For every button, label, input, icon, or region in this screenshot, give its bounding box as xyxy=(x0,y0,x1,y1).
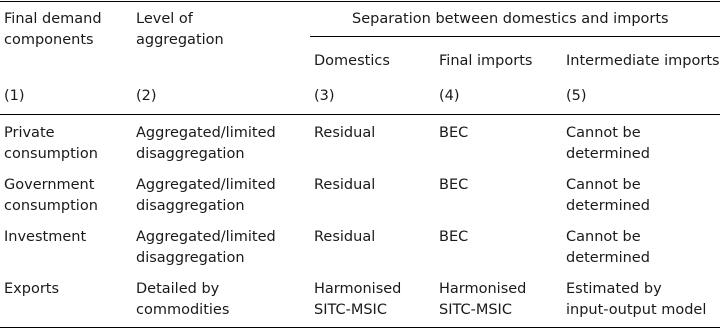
header-domestics: Domestics xyxy=(314,53,390,69)
row-government-component-line1: Government xyxy=(4,177,95,193)
row-private-component-line2: consumption xyxy=(4,146,98,162)
row-government-aggregation-line1: Aggregated/limited xyxy=(136,177,276,193)
col-number-5: (5) xyxy=(566,88,587,104)
row-government-aggregation-line2: disaggregation xyxy=(136,198,245,214)
row-exports-intermediate-line2: input-output model xyxy=(566,302,707,318)
row-investment-intermediate-line1: Cannot be xyxy=(566,229,641,245)
header-final-demand-line1: Final demand xyxy=(4,11,102,27)
col-number-4: (4) xyxy=(439,88,460,104)
row-exports-intermediate-line1: Estimated by xyxy=(566,281,662,297)
header-intermediate-imports: Intermediate imports xyxy=(566,53,720,69)
group-rule xyxy=(310,36,720,37)
col-number-2: (2) xyxy=(136,88,157,104)
row-investment-aggregation-line1: Aggregated/limited xyxy=(136,229,276,245)
row-investment-intermediate-line2: determined xyxy=(566,250,650,266)
row-government-component-line2: consumption xyxy=(4,198,98,214)
row-private-aggregation-line2: disaggregation xyxy=(136,146,245,162)
row-exports-aggregation-line2: commodities xyxy=(136,302,230,318)
row-government-intermediate-line1: Cannot be xyxy=(566,177,641,193)
row-government-intermediate-line2: determined xyxy=(566,198,650,214)
row-investment-component: Investment xyxy=(4,229,87,245)
row-private-final-imports: BEC xyxy=(439,125,469,141)
row-exports-final-imports-line2: SITC-MSIC xyxy=(439,302,512,318)
row-private-component-line1: Private xyxy=(4,125,55,141)
header-separation-group: Separation between domestics and imports xyxy=(352,11,669,27)
col-number-1: (1) xyxy=(4,88,25,104)
header-bottom-rule xyxy=(0,114,720,115)
row-government-final-imports: BEC xyxy=(439,177,469,193)
row-private-aggregation-line1: Aggregated/limited xyxy=(136,125,276,141)
row-exports-component: Exports xyxy=(4,281,60,297)
row-investment-domestics: Residual xyxy=(314,229,376,245)
row-private-domestics: Residual xyxy=(314,125,376,141)
row-exports-aggregation-line1: Detailed by xyxy=(136,281,220,297)
bottom-rule xyxy=(0,327,720,328)
row-exports-domestics-line2: SITC-MSIC xyxy=(314,302,387,318)
row-investment-aggregation-line2: disaggregation xyxy=(136,250,245,266)
header-aggregation-line1: Level of xyxy=(136,11,193,27)
header-final-demand-line2: components xyxy=(4,32,94,48)
top-rule xyxy=(0,1,720,2)
row-private-intermediate-line2: determined xyxy=(566,146,650,162)
row-private-intermediate-line1: Cannot be xyxy=(566,125,641,141)
header-final-imports: Final imports xyxy=(439,53,533,69)
row-investment-final-imports: BEC xyxy=(439,229,469,245)
header-aggregation-line2: aggregation xyxy=(136,32,224,48)
row-exports-final-imports-line1: Harmonised xyxy=(439,281,527,297)
row-exports-domestics-line1: Harmonised xyxy=(314,281,402,297)
col-number-3: (3) xyxy=(314,88,335,104)
row-government-domestics: Residual xyxy=(314,177,376,193)
